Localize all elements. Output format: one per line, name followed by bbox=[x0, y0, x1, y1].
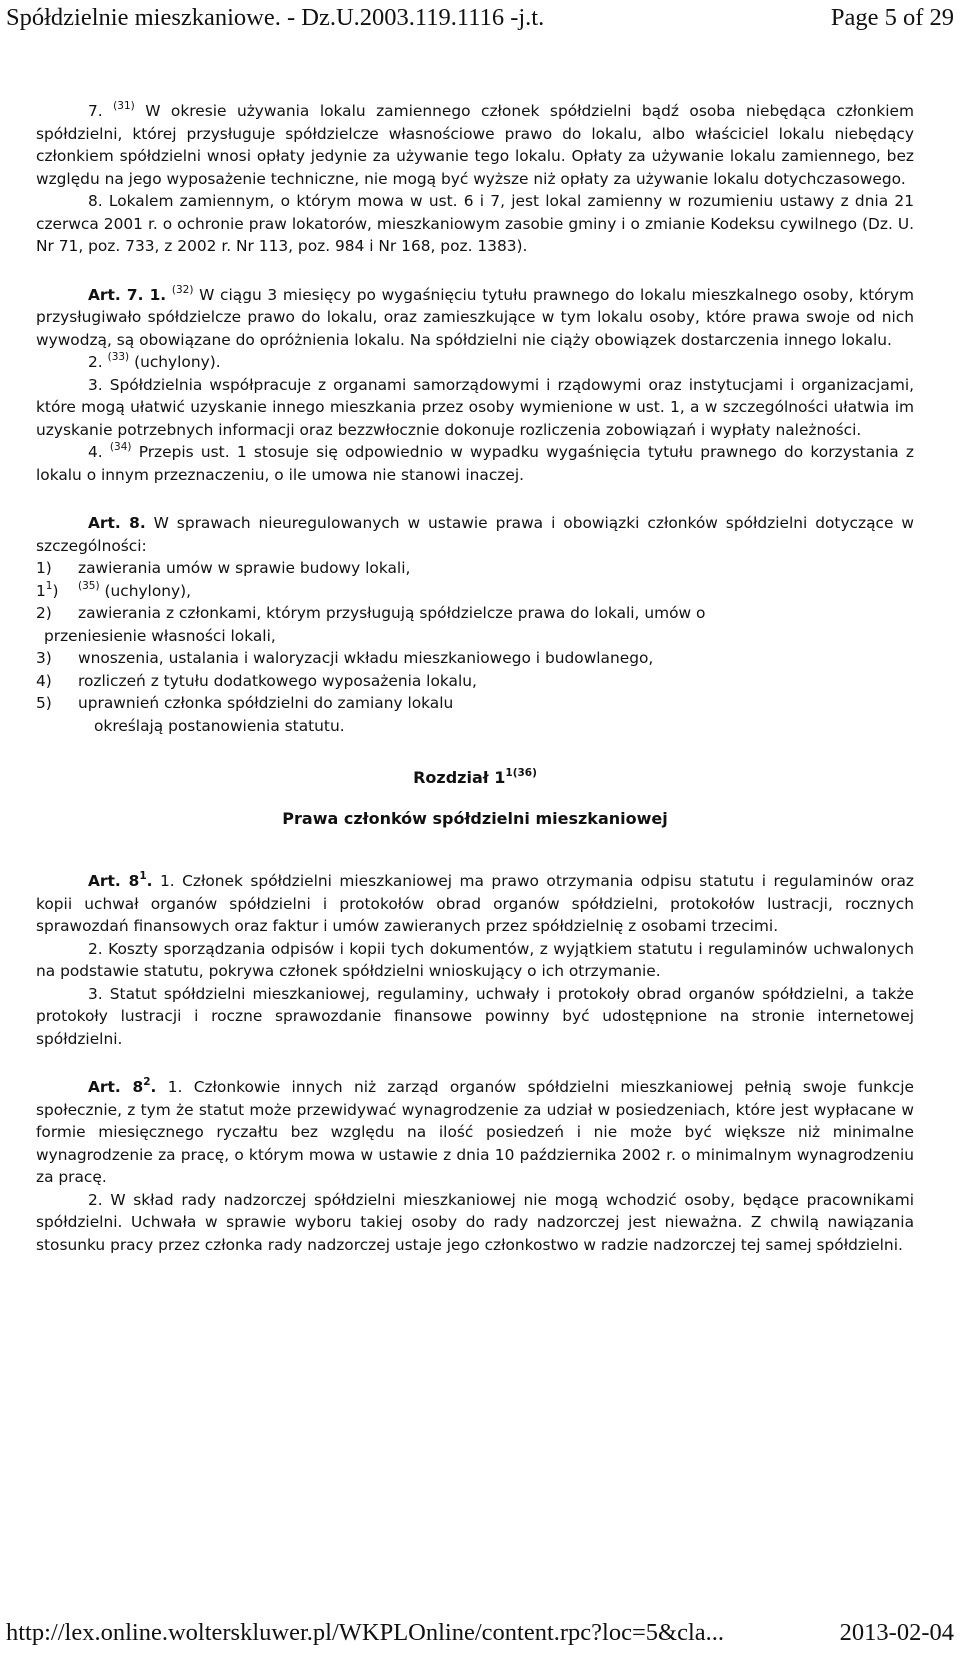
art8 bbox=[36, 512, 914, 737]
document-body bbox=[36, 100, 914, 1272]
list-item: 1) zawierania umów w sprawie budowy lokali, bbox=[36, 559, 411, 577]
page-header bbox=[0, 4, 960, 38]
list-item: 5) uprawnień członka spółdzielni do zamiany lokalu bbox=[36, 694, 454, 712]
art8-2-paragraph-1: Art. $8^2$. 1. Członkowie innych niż zarząd organów spółdzielni mieszkaniowej pełnią swoje funkcje społecznie, z tym że statut może przewidywać wynagrodzenie za udział w posiedzeniach, które jest wypłacane w formie miesięcznego ryczałtu bez względu na ilość posiedzeń i nie może być większe niż minimalne wynagrodzenie za pracę, o którym mowa w ustawie z dnia 10 października 2002 r. o minimalnym wynagrodzeniu za pracę. bbox=[36, 1076, 914, 1186]
art6-continuation bbox=[36, 100, 914, 258]
art8-closing: określają postanowienia statutu. bbox=[94, 716, 345, 735]
art7-paragraph-3: 3. Spółdzielnia współpracuje z organami samorządowymi i rządowymi oraz instytucjami i organizacjami, które mogą ułatwić uzyskanie innego mieszkania przez osoby wymienione w ust. 1, a w szczególności ułatwia im uzyskanie potrzebnych informacji oraz bezzwłocznie dokonuje rozliczenia zobowiązań i wypłaty należności. bbox=[36, 375, 914, 439]
art8-2 bbox=[36, 1076, 914, 1256]
list-item: 3) wnoszenia, ustalania i waloryzacji wkładu mieszkaniowego i budowlanego, bbox=[36, 649, 654, 667]
art7-paragraph-2: 2. $^{(33)}$ (uchylony). bbox=[88, 351, 221, 371]
footnote-ref: (32) bbox=[171, 283, 194, 296]
list-item: 2) zawierania z członkami, którym przysługują spółdzielcze prawa do lokali, umów o bbox=[36, 604, 706, 622]
footnote-ref: (31) bbox=[113, 100, 135, 112]
art8-intro: Art. 8. W sprawach nieuregulowanych w ustawie prawa i obowiązki członków spółdzielni dotyczące w szczególności: bbox=[36, 514, 914, 555]
article-label: Art. 8. bbox=[88, 514, 146, 532]
document-title: Spółdzielnie mieszkaniowe. - Dz.U.2003.119.1116 -j.t. bbox=[6, 4, 545, 31]
footnote-ref: (35) bbox=[78, 579, 100, 592]
list-item-continuation: przeniesienie własności lokali, bbox=[44, 626, 276, 645]
list-item: 4) rozliczeń z tytułu dodatkowego wyposażenia lokalu, bbox=[36, 671, 477, 690]
art8-1-paragraph-1: Art. $8^1$. 1. Członek spółdzielni mieszkaniowej ma prawo otrzymania odpisu statutu i regulaminów oraz kopii uchwał organów spółdzielni i protokołów obrad organów spółdzielni, protokołów lustracji, rocznych sprawozdań finansowych oraz faktur i umów zawieranych przez spółdzielnię z osobami trzecimi. bbox=[36, 870, 914, 935]
article-label: Art. $8^2$. bbox=[88, 1076, 157, 1096]
art8-2-paragraph-2: 2. W skład rady nadzorczej spółdzielni mieszkaniowej nie mogą wchodzić osoby, będące pracownikami spółdzielni. Uchwała w sprawie wyboru takiej osoby do rady nadzorczej jest nieważna. Z chwilą nawiązania stosunku pracy przez członka rady nadzorczej ustaje jego członkostwo w radzie nadzorczej tej samej spółdzielni. bbox=[36, 1190, 914, 1254]
print-date: 2013-02-04 bbox=[839, 1619, 954, 1646]
list-item: $1^1$) $^{(35)}$ (uchylony), bbox=[36, 579, 192, 600]
art7-paragraph-1: Art. 7. 1. $^{(32)}$ W ciągu 3 miesięcy po wygaśnięciu tytułu prawnego do lokalu mieszkalnego osoby, którym przysługiwało spółdzielcze prawo do lokalu, oraz zamieszkujące w tym lokalu osoby, które prawa swoje od nich wywodzą, są obowiązane do opróżnienia lokalu. Na spółdzielni nie ciąży obowiązek dostarczenia innego lokalu. bbox=[36, 283, 914, 349]
page-footer bbox=[0, 1619, 960, 1653]
chapter-heading: Rozdział $1^{1(36)}$ bbox=[413, 767, 537, 787]
chapter-title: Prawa członków spółdzielni mieszkaniowej bbox=[282, 808, 668, 828]
art7 bbox=[36, 284, 914, 487]
footnote-ref: (34) bbox=[109, 441, 132, 453]
article-label: Art. 7. 1. bbox=[88, 285, 167, 304]
art8-1-paragraph-3: 3. Statut spółdzielni mieszkaniowej, regulaminy, uchwały i protokoły obrad organów spółdzielni, a także protokoły lustracji i roczne sprawozdanie finansowe powinny być udostępnione na stronie internetowej spółdzielni. bbox=[36, 984, 914, 1048]
art8-1 bbox=[36, 870, 914, 1050]
source-url: http://lex.online.wolterskluwer.pl/WKPLOnline/content.rpc?loc=5&cla... bbox=[6, 1619, 725, 1646]
art6-paragraph-8: 8. Lokalem zamiennym, o którym mowa w ust. 6 i 7, jest lokal zamienny w rozumieniu ustawy z dnia 21 czerwca 2001 r. o ochronie praw lokatorów, mieszkaniowym zasobie gminy i o zmianie Kodeksu cywilnego (Dz. U. Nr 71, poz. 733, z 2002 r. Nr 113, poz. 984 i Nr 168, poz. 1383). bbox=[36, 192, 914, 255]
art6-paragraph-7: 7. $^{(31)}$ W okresie używania lokalu zamiennego członek spółdzielni bądź osoba niebędąca członkiem spółdzielni, której przysługuje spółdzielcze własnościowe prawo do lokalu, albo właściciel lokalu niebędący członkiem spółdzielni wnosi opłaty jedynie za używanie tego lokalu. Opłaty za używanie lokalu zamiennego, bez względu na jego wyposażenie techniczne, nie mogą być wyższe niż opłaty za używanie lokalu dotychczasowego. bbox=[36, 100, 914, 188]
art7-paragraph-4: 4. $^{(34)}$ Przepis ust. 1 stosuje się odpowiednio w wypadku wygaśnięcia tytułu prawnego do korzystania z lokalu o innym przeznaczeniu, o ile umowa nie stanowi inaczej. bbox=[36, 441, 914, 484]
art8-1-paragraph-2: 2. Koszty sporządzania odpisów i kopii tych dokumentów, z wyjątkiem statutu i regulaminów uchwalonych na podstawie statutu, pokrywa członek spółdzielni wnioskujący o ich otrzymanie. bbox=[36, 939, 914, 980]
footnote-ref: (36) bbox=[512, 767, 537, 779]
footnote-ref: (33) bbox=[107, 351, 130, 363]
article-label: Art. $8^1$. bbox=[88, 870, 153, 890]
page-number: Page 5 of 29 bbox=[830, 4, 954, 31]
